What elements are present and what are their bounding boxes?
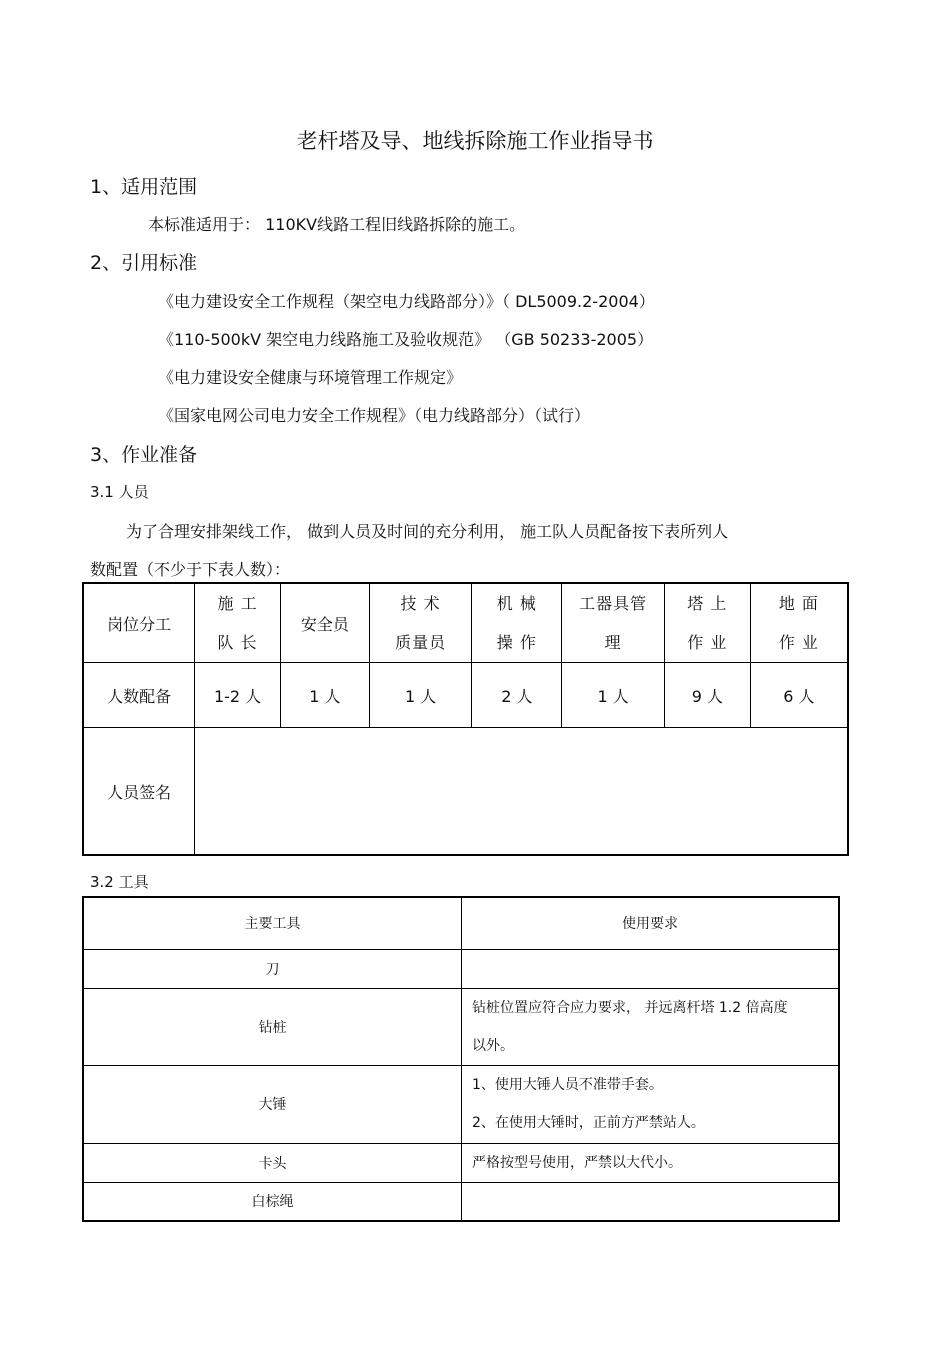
count-cell: 9 人 — [664, 663, 750, 728]
staff-paragraph-line-2: 数配置（不少于下表人数）： — [90, 560, 291, 579]
staff-count-row — [83, 663, 848, 728]
tool-requirement — [462, 949, 840, 988]
reference-2: 《110-500kV 架空电力线路施工及验收规范》 （GB 50233-2005） — [158, 330, 654, 349]
post-header: 施 工 队 长 — [195, 583, 281, 663]
post-header: 机 械 操 作 — [472, 583, 562, 663]
table-row — [83, 1143, 839, 1182]
signature-area[interactable] — [195, 728, 848, 856]
tool-name: 卡头 — [83, 1143, 462, 1182]
tool-requirement: 钻桩位置应符合应力要求， 并远离杆塔 1.2 倍高度 以外。 — [462, 988, 840, 1065]
signature-label: 人员签名 — [83, 728, 195, 856]
post-header: 工器具管 理 — [562, 583, 665, 663]
staff-signature-row — [83, 728, 848, 856]
tool-name: 刀 — [83, 949, 462, 988]
post-header: 塔 上 作 业 — [664, 583, 750, 663]
post-header: 地 面 作 业 — [750, 583, 848, 663]
count-cell: 1 人 — [280, 663, 369, 728]
table-row — [83, 1182, 839, 1221]
tools-header-tool: 主要工具 — [83, 897, 462, 949]
tool-name: 大锤 — [83, 1065, 462, 1143]
staff-table — [82, 582, 849, 856]
reference-4: 《国家电网公司电力安全工作规程》（电力线路部分）（试行） — [158, 406, 591, 425]
section-1-heading: 1、适用范围 — [90, 176, 198, 198]
count-label: 人数配备 — [83, 663, 195, 728]
tools-header-requirement: 使用要求 — [462, 897, 840, 949]
section-3-heading: 3、作业准备 — [90, 444, 198, 466]
section-2-heading: 2、引用标准 — [90, 252, 198, 274]
section-1-text: 本标准适用于： 110KV线路工程旧线路拆除的施工。 — [148, 215, 526, 234]
count-cell: 1 人 — [562, 663, 665, 728]
count-cell: 6 人 — [750, 663, 848, 728]
count-cell: 2 人 — [472, 663, 562, 728]
post-label: 岗位分工 — [83, 583, 195, 663]
table-row — [83, 988, 839, 1065]
staff-paragraph-line-1: 为了合理安排架线工作， 做到人员及时间的充分利用， 施工队人员配备按下表所列人 — [126, 522, 729, 541]
tool-requirement — [462, 1182, 840, 1221]
table-row — [83, 1065, 839, 1143]
tool-name: 钻桩 — [83, 988, 462, 1065]
tool-requirement: 严格按型号使用，严禁以大代小。 — [462, 1143, 840, 1182]
table-row — [83, 949, 839, 988]
reference-1: 《电力建设安全工作规程（架空电力线路部分）》（ DL5009.2-2004） — [158, 292, 655, 311]
count-cell: 1 人 — [369, 663, 472, 728]
tool-requirement: 1、使用大锤人员不准带手套。 2、在使用大锤时，正前方严禁站人。 — [462, 1065, 840, 1143]
post-header: 安全员 — [280, 583, 369, 663]
count-cell: 1-2 人 — [195, 663, 281, 728]
tools-table — [82, 896, 840, 1222]
reference-3: 《电力建设安全健康与环境管理工作规定》 — [158, 368, 463, 387]
tool-name: 白棕绳 — [83, 1182, 462, 1221]
tools-header-row — [83, 897, 839, 949]
subsection-3-1: 3.1 人员 — [90, 483, 149, 501]
staff-header-row — [83, 583, 848, 663]
post-header: 技 术 质量员 — [369, 583, 472, 663]
subsection-3-2: 3.2 工具 — [90, 873, 149, 891]
document-title: 老杆塔及导、地线拆除施工作业指导书 — [296, 129, 654, 153]
